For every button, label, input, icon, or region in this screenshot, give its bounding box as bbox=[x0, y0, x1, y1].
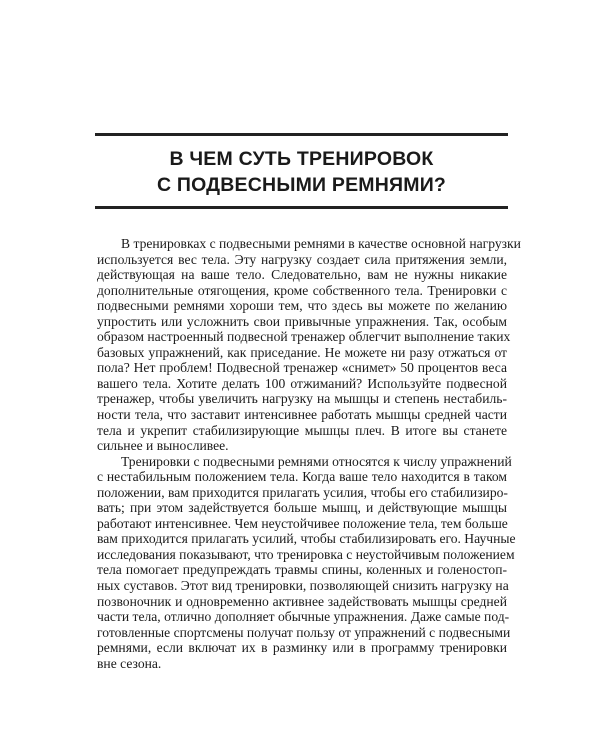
text-line: исследования показывают, что тренировка с неустойчивым положением bbox=[97, 546, 515, 562]
text-line: используется вес тела. Эту нагрузку создает сила притяжения земли, bbox=[97, 251, 507, 267]
heading-line-2: С ПОДВЕСНЫМИ РЕМНЯМИ? bbox=[156, 174, 447, 196]
text-line: вне сезона. bbox=[97, 655, 162, 671]
text-line: тела и укрепит стабилизирующие мышцы плеч. В итоге вы станете bbox=[97, 422, 507, 438]
text-line: части тела, отлично дополняет обычные упражнения. Даже самые под- bbox=[97, 609, 510, 625]
heading-line-1: В ЧЕМ СУТЬ ТРЕНИРОВОК bbox=[169, 148, 434, 170]
text-line: позвоночник и одновременно активнее задействовать мышцы средней bbox=[97, 593, 507, 609]
paragraph-1 bbox=[97, 236, 521, 454]
body-text bbox=[97, 236, 521, 671]
text-line: дополнительные отягощения, кроме собственного тела. Тренировки с bbox=[97, 282, 507, 298]
text-line: готовленные спортсмены получат пользу от упражнений с подвесными bbox=[97, 624, 511, 640]
text-line: ных суставов. Этот вид тренировки, позволяющей снизить нагрузку на bbox=[97, 578, 509, 594]
text-line: работают интенсивнее. Чем неустойчивее положение тела, тем больше bbox=[97, 515, 508, 531]
section-heading bbox=[95, 133, 508, 209]
text-line: базовых упражнений, как приседание. Не можете ни разу отжаться от bbox=[97, 344, 507, 360]
text-line: Тренировки с подвесными ремнями относятся к числу упражнений bbox=[121, 453, 512, 469]
text-line: сильнее и выносливее. bbox=[97, 438, 229, 454]
text-line: ности тела, что заставит интенсивнее работать мышцы средней части bbox=[97, 407, 507, 423]
text-line: вам приходится прилагать усилий, чтобы стабилизировать его. Научные bbox=[97, 531, 516, 547]
text-line: пола? Нет проблем! Подвесной тренажер «снимет» 50 процентов веса bbox=[97, 360, 507, 376]
text-line: В тренировках с подвесными ремнями в качестве основной нагрузки bbox=[121, 236, 521, 251]
text-line: образом настроенный подвесной тренажер облегчит выполнение таких bbox=[97, 329, 511, 345]
text-line: вашего тела. Хотите делать 100 отжиманий? Используйте подвесной bbox=[97, 375, 507, 391]
text-line: подвесными ремнями хороши тем, что здесь вы можете по желанию bbox=[97, 298, 507, 314]
text-line: вать; при этом задействуется больше мышц, и действующие мышцы bbox=[97, 500, 507, 516]
text-line: ремнями, если включат их в разминку или в программу тренировки bbox=[97, 640, 507, 656]
text-line: упростить или усложнить свои привычные упражнения. Так, особым bbox=[97, 313, 507, 329]
text-line: действующая на ваше тело. Следовательно, вам не нужны никакие bbox=[97, 267, 507, 283]
paragraph-2 bbox=[97, 453, 516, 672]
text-line: тренажер, чтобы увеличить нагрузку на мышцы и степень нестабиль- bbox=[97, 391, 507, 407]
text-line: с нестабильным положением тела. Когда ваше тело находится в таком bbox=[97, 469, 507, 485]
text-line: положении, вам приходится прилагать усилия, чтобы его стабилизиро- bbox=[97, 484, 508, 500]
text-line: тела помогает предупреждать травмы спины, коленных и голеностоп- bbox=[97, 562, 507, 578]
